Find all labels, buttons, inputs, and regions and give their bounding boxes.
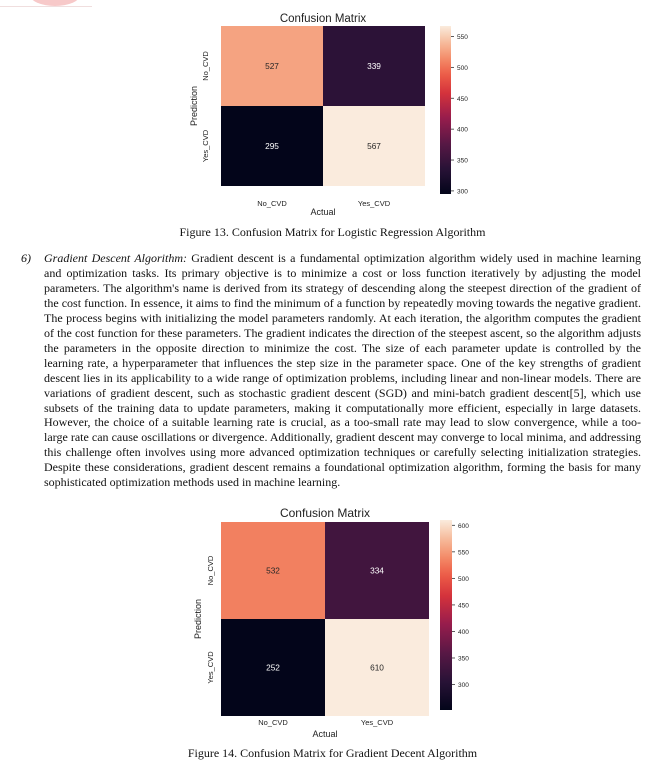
figure-13-caption: Figure 13. Confusion Matrix for Logistic Regression Algorithm [179,225,486,239]
colorbar-tick-label: 450 [458,602,469,610]
colorbar-tick-label: 500 [457,64,468,72]
y-axis-label: Prediction [189,85,199,127]
cell-value: 334 [370,565,384,576]
cell-value: 532 [266,565,280,576]
x-axis-label: Actual [312,729,338,739]
y-tick-label: Yes_CVD [201,129,210,163]
colorbar-tick-label: 550 [457,34,468,41]
figure-14-caption: Figure 14. Confusion Matrix for Gradient Decent Algorithm [187,746,478,760]
colorbar [440,520,452,710]
y-tick-label: No_CVD [201,51,210,81]
colorbar-tick-label: 450 [457,95,468,103]
colorbar-tick-label: 300 [457,188,468,196]
section-body: Gradient descent is a fundamental optimization algorithm widely used in machine learning and optimization tasks. Its primary objective is to minimize a cost or loss function iteratively by adjusting the model parameters. The algorithm's name is derived from its strategy of descending along the steepest direction of the gradient of the cost function. In essence, it aims to find the minimum of a function by repeatedly moving towards the negative gradient. The process begins with initializing the model parameters randomly. At each iteration, the algorithm computes the gradient of the cost function for these parameters. The gradient indicates the direction of the steepest ascent, so the algorithm adjusts the parameters in the opposite direction to minimize the cost. The size of each parameter update is controlled by the learning rate, a hyperparameter that influences the step size in the parameter space. One of the key strengths of gradient descent lies in its applicability to a wide range of optimization problems, including linear and non-linear models. There are variations of gradient descent, such as stochastic gradient descent (SGD) and mini-batch gradient descent[5], which use subsets of the training data to update parameters, making it computationally more efficient, especially in large datasets. However, the choice of a suitable learning rate is crucial, as a too-small rate may lead to slow convergence, while a too-large rate can cause oscillations or divergence. Additionally, gradient descent may converge to local minima, and addressing this challenge often involves using more advanced optimization techniques or carefully selecting initialization strategies. Despite these considerations, gradient descent remains a foundational optimization algorithm, forming the basis for many sophisticated optimization methods used in machine learning. [44,251,641,490]
cell-value: 527 [265,61,279,71]
cell-value: 252 [266,662,280,673]
y-tick-label: No_CVD [206,555,215,586]
colorbar-tick-label: 500 [458,575,469,583]
y-axis-label: Prediction [193,598,203,640]
colorbar-tick-label: 400 [458,628,469,636]
x-tick-label: No_CVD [257,199,287,208]
cell-value: 295 [265,141,279,151]
y-tick-label: Yes_CVD [206,651,215,684]
colorbar-tick-label: 600 [458,522,469,530]
colorbar-tick-label: 300 [458,682,469,690]
section-title: Gradient Descent Algorithm: [44,251,187,265]
colorbar-tick-label: 350 [457,157,468,165]
cell-value: 610 [370,662,384,673]
chart-title: Confusion Matrix [279,506,371,520]
cell-value: 339 [367,61,381,71]
x-tick-label: Yes_CVD [357,199,391,208]
colorbar-tick-label: 400 [457,126,468,134]
section-number: 6) [21,251,31,265]
x-axis-label: Actual [310,207,336,217]
chart-title: Confusion Matrix [279,13,367,25]
cell-value: 567 [367,141,381,151]
x-tick-label: Yes_CVD [360,718,394,727]
x-tick-label: No_CVD [258,718,288,727]
colorbar-tick-label: 550 [458,549,469,557]
colorbar-tick-label: 350 [458,655,469,663]
